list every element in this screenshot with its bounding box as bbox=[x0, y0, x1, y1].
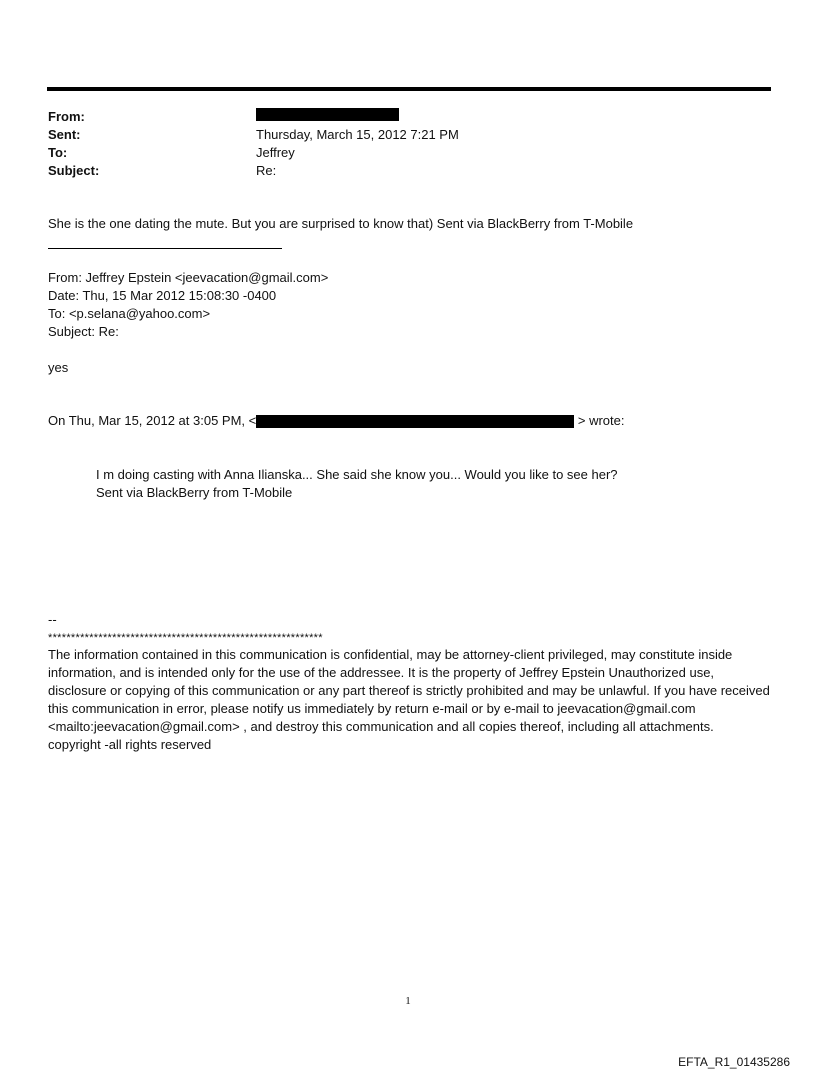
forwarded-body: yes bbox=[48, 360, 69, 375]
forwarded-subject: Subject: Re: bbox=[48, 324, 119, 339]
to-label: To: bbox=[48, 145, 68, 160]
subject-row bbox=[48, 162, 459, 180]
subject-label: Subject: bbox=[48, 163, 100, 178]
to-value: Jeffrey bbox=[256, 145, 295, 160]
quoted-line-1: I m doing casting with Anna Ilianska... She said she know you... Would you like to see her? bbox=[96, 467, 618, 482]
forwarded-from: From: Jeffrey Epstein <jeevacation@gmail.com> bbox=[48, 270, 329, 285]
quote-intro bbox=[48, 412, 624, 430]
sent-label: Sent: bbox=[48, 127, 81, 142]
disclaimer: The information contained in this communication is confidential, may be attorney-client privileged, may constitute inside information, and is intended only for the use of the addressee. It is the property of Jeffrey Epstein Unauthorized use, disclosure or copying of this communication or any part thereof is strictly prohibited and may be unlawful. If you have received this communication in error, please notify us immediately by return e-mail or by e-mail to jeevacation@gmail.com <mailto:jeevacation@gmail.com> , and destroy this communication and all copies thereof, including all attachments. copyright -all rights reserved bbox=[48, 647, 770, 752]
forwarded-date: Date: Thu, 15 Mar 2012 15:08:30 -0400 bbox=[48, 288, 277, 303]
from-label: From: bbox=[48, 109, 85, 124]
email-header bbox=[48, 108, 459, 180]
quote-intro-prefix: On Thu, Mar 15, 2012 at 3:05 PM, < bbox=[48, 413, 257, 428]
sent-value: Thursday, March 15, 2012 7:21 PM bbox=[256, 127, 459, 142]
sent-row bbox=[48, 126, 459, 144]
separator-rule bbox=[48, 248, 282, 249]
subject-value: Re: bbox=[256, 163, 277, 178]
reply-body: She is the one dating the mute. But you are surprised to know that) Sent via BlackBerry from T-Mobile bbox=[48, 216, 634, 231]
page-number: 1 bbox=[405, 995, 411, 1007]
signature-stars: ************************************************************ bbox=[48, 632, 323, 644]
to-row bbox=[48, 144, 459, 162]
forwarded-to: To: <p.selana@yahoo.com> bbox=[48, 306, 211, 321]
quote-intro-suffix: > wrote: bbox=[577, 413, 625, 428]
redacted-email bbox=[256, 415, 574, 428]
forwarded-header bbox=[48, 269, 328, 341]
signature-dashes: -- bbox=[48, 612, 57, 627]
redacted-sender bbox=[256, 108, 399, 121]
signature-separator bbox=[48, 611, 323, 647]
quoted-line-2: Sent via BlackBerry from T-Mobile bbox=[96, 485, 293, 500]
quoted-message bbox=[96, 466, 618, 502]
top-rule bbox=[47, 87, 771, 91]
from-row bbox=[48, 108, 459, 126]
document-id: EFTA_R1_01435286 bbox=[678, 1055, 790, 1069]
